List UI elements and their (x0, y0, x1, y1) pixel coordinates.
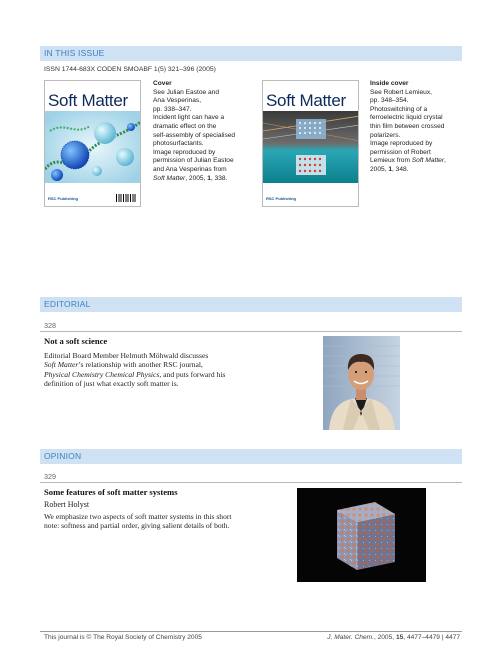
editorial-page-number: 328 (44, 321, 56, 330)
editorial-summary-line: Editorial Board Member Helmuth Möhwald discusses (44, 351, 209, 360)
editorial-article-summary (44, 351, 284, 389)
cover-caption-line: Incident light can have a (153, 114, 225, 122)
cover-caption (153, 80, 245, 183)
inside-cover-caption-text: Lemieux from (370, 157, 412, 165)
opinion-summary-line: We emphasize two aspects of soft matter systems in this short (44, 512, 232, 521)
inside-cover-caption-line: pp. 348–354. (370, 97, 409, 105)
cover-heading: Cover (153, 80, 172, 87)
cover-publisher-logo: RSC Publishing (48, 196, 78, 201)
inside-cover-caption-line (370, 157, 462, 166)
inside-cover-caption-volume: 1 (388, 165, 393, 173)
inside-cover-publisher-logo: RSC Publishing (266, 196, 296, 201)
cover-journal-title: Soft Matter (48, 91, 128, 110)
opinion-figure (297, 488, 426, 582)
inside-cover-caption-line: Image reproduced by (370, 140, 433, 148)
editorial-article-title[interactable]: Not a soft science (44, 336, 108, 346)
opinion-divider (40, 482, 462, 483)
opinion-article-summary (44, 512, 294, 531)
section-header-opinion (40, 449, 462, 464)
cover-caption-text: , 338. (210, 174, 228, 182)
editorial-author-photo (323, 336, 400, 430)
section-title: EDITORIAL (44, 299, 91, 309)
inside-cover-artwork (263, 111, 359, 183)
inside-cover-caption-journal: Soft Matter (411, 157, 445, 165)
opinion-page-number: 329 (44, 472, 56, 481)
cover-caption-line: self-assembly of specialised (153, 131, 236, 139)
cover-caption-line: and Ana Vesperinas from (153, 165, 227, 173)
soft-matter-cube-figure (297, 488, 426, 582)
opinion-article-author: Robert Holyst (44, 500, 90, 509)
cover-caption-text: , 2005, (185, 174, 208, 182)
inside-cover-caption-line: polarizers. (370, 131, 401, 139)
section-header-in-this-issue (40, 46, 462, 61)
footer-journal: J. Mater. Chem. (327, 634, 374, 641)
editorial-summary-line (44, 360, 284, 369)
portrait-illustration (323, 336, 400, 430)
cover-image (44, 80, 141, 207)
inside-cover-caption-text: , (444, 157, 446, 165)
issn-line: ISSN 1744-683X CODEN SMOABF 1(5) 321–396 (2005) (44, 66, 216, 73)
footer-pages: , 4477–4479 | 4477 (403, 634, 460, 641)
editorial-summary-text: ’s relationship with another RSC journal, (78, 360, 203, 370)
cover-caption-journal: Soft Matter (153, 174, 186, 182)
editorial-summary-line (44, 370, 284, 379)
editorial-summary-text: , and puts forward his (159, 369, 226, 379)
cover-artwork (45, 111, 141, 183)
cover-caption-line: Ana Vesperinas, (153, 97, 202, 105)
inside-cover-caption-text: 2005, (370, 165, 389, 173)
inside-cover-caption-line: thin film between crossed (370, 122, 445, 130)
cover-caption-line: permission of Julian Eastoe (153, 157, 234, 165)
footer-citation-text: , 2005, (373, 634, 396, 641)
section-title: IN THIS ISSUE (44, 48, 105, 58)
cover-caption-line: photosurfactants. (153, 140, 204, 148)
footer-copyright: This journal is © The Royal Society of Chemistry 2005 (44, 634, 202, 641)
inside-cover-caption-text: , 348. (392, 165, 409, 173)
cover-caption-line: pp. 338–347. (153, 105, 192, 113)
inside-cover-heading: Inside cover (370, 80, 409, 87)
inside-cover-journal-title: Soft Matter (266, 91, 346, 110)
footer-citation (327, 634, 460, 641)
inside-cover-caption-line: Photoswitching of a (370, 105, 428, 113)
section-header-editorial (40, 297, 462, 312)
cover-caption-line: Image reproduced by (153, 148, 216, 156)
cover-caption-volume: 1 (207, 174, 211, 182)
inside-cover-caption-line: permission of Robert (370, 148, 431, 156)
editorial-summary-journal: Physical Chemistry Chemical Physics (44, 369, 160, 379)
opinion-summary-line: note: softness and partial order, giving salient details of both. (44, 521, 230, 531)
footer-volume: 15 (395, 634, 404, 641)
opinion-article-title[interactable]: Some features of soft matter systems (44, 487, 178, 497)
inside-cover-image (262, 80, 359, 207)
inside-cover-caption-line: ferroelectric liquid crystal (370, 114, 443, 122)
inside-cover-caption-line (370, 166, 462, 175)
editorial-summary-line: definition of just what exactly soft matter is. (44, 379, 179, 389)
cover-caption-line (153, 175, 245, 184)
footer-divider (40, 631, 462, 632)
cover-barcode (116, 194, 136, 202)
editorial-divider (40, 331, 462, 332)
inside-cover-caption-line: See Robert Lemieux, (370, 88, 432, 96)
cover-caption-line: dramatic effect on the (153, 122, 217, 130)
cover-caption-line: See Julian Eastoe and (153, 88, 219, 96)
editorial-summary-journal: Soft Matter (44, 360, 79, 370)
section-title: OPINION (44, 451, 82, 461)
inside-cover-caption (370, 80, 462, 175)
